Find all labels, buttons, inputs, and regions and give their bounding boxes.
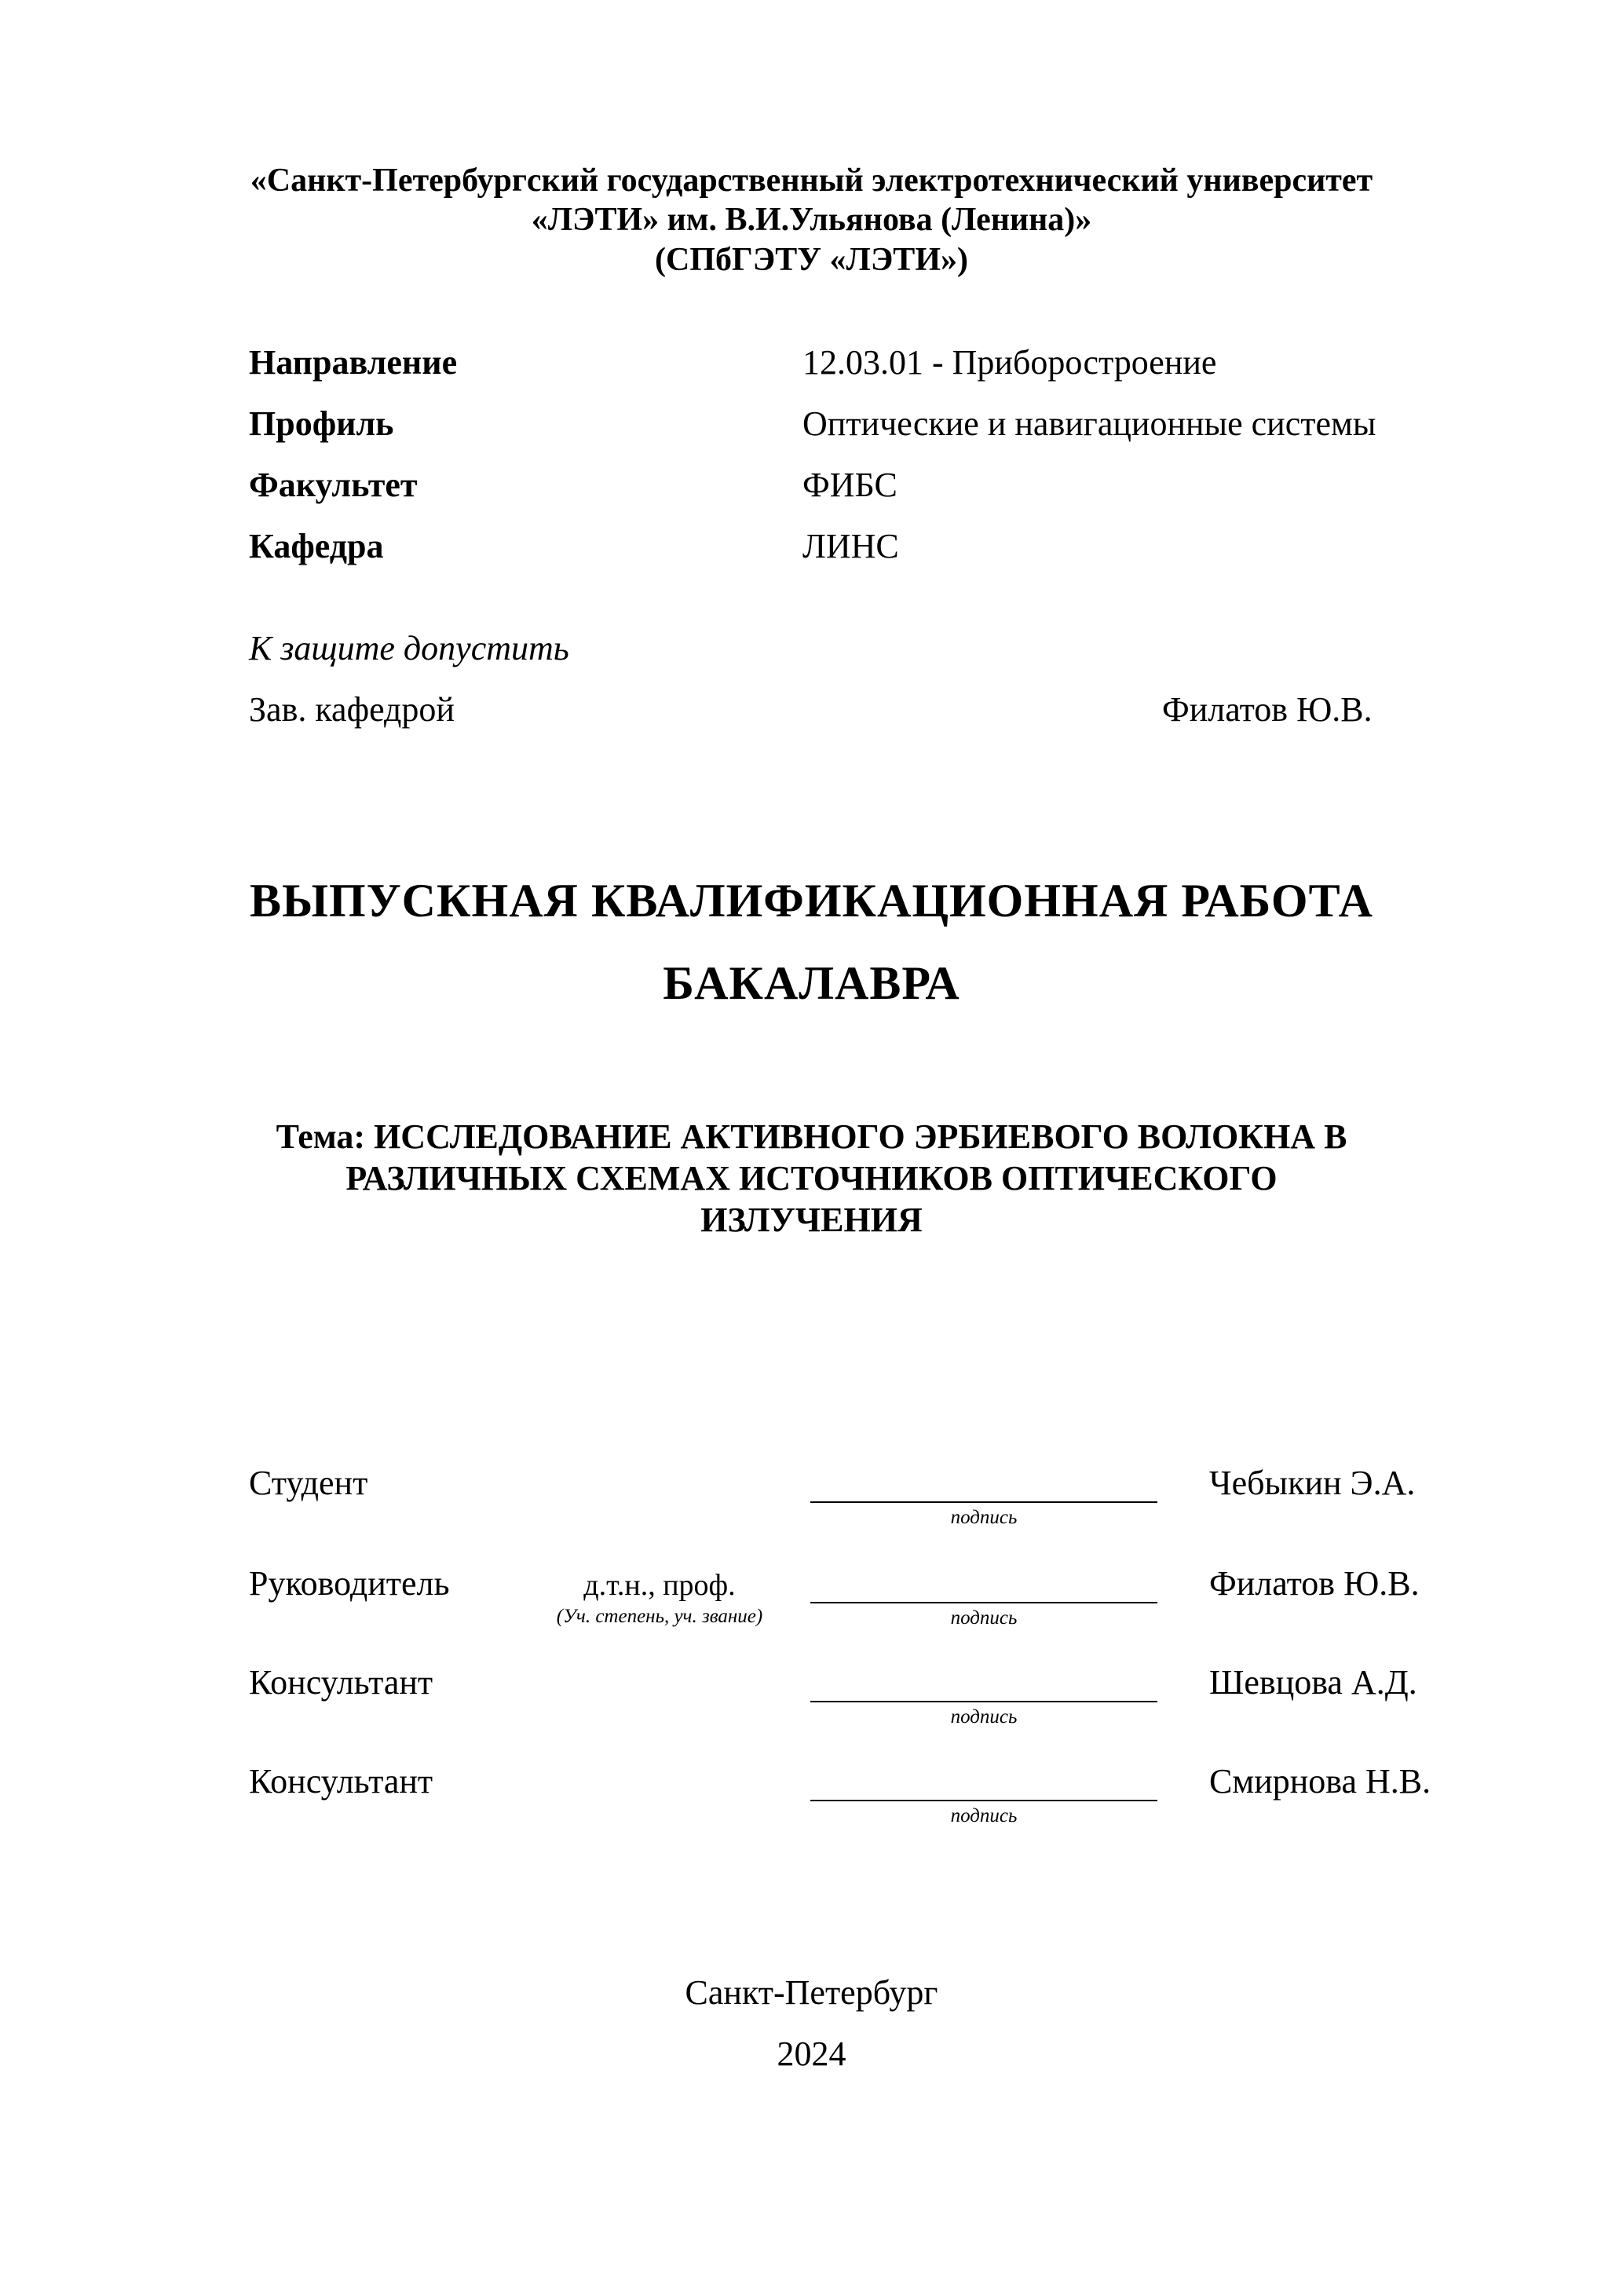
university-name: «Санкт-Петербургский государственный электротехнический университет <box>250 163 1373 199</box>
document-title: ВЫПУСКНАЯ КВАЛИФИКАЦИОННАЯ РАБОТА <box>250 875 1373 927</box>
consultant-signature-line <box>810 1701 1157 1702</box>
university-abbreviation: (СПбГЭТУ «ЛЭТИ») <box>655 242 968 278</box>
head-of-department-role: Зав. кафедрой <box>249 690 455 729</box>
thesis-theme-line2: РАЗЛИЧНЫХ СХЕМАХ ИСТОЧНИКОВ ОПТИЧЕСКОГО <box>345 1159 1278 1197</box>
consultant-signature-line-2 <box>810 1800 1157 1801</box>
supervisor-role: Руководитель <box>249 1564 450 1603</box>
department-label: Кафедра <box>249 527 384 565</box>
consultant-signature-caption: подпись <box>950 1706 1018 1727</box>
supervisor-degree: д.т.н., проф. <box>583 1569 736 1602</box>
university-name-line2: «ЛЭТИ» им. В.И.Ульянова (Ленина)» <box>531 202 1092 238</box>
student-signature-line <box>810 1501 1157 1503</box>
supervisor-signature-caption: подпись <box>950 1607 1018 1629</box>
consultant-role: Консультант <box>249 1663 433 1702</box>
supervisor-signature-line <box>810 1602 1157 1603</box>
city: Санкт-Петербург <box>685 1973 938 2012</box>
thesis-theme-line3: ИЗЛУЧЕНИЯ <box>700 1201 923 1239</box>
consultant-name: Шевцова А.Д. <box>1209 1663 1417 1702</box>
direction-label: Направление <box>249 343 458 382</box>
student-role: Студент <box>249 1464 368 1502</box>
head-of-department-name: Филатов Ю.В. <box>1162 690 1373 729</box>
direction-value: 12.03.01 - Приборостроение <box>802 343 1217 382</box>
department-value: ЛИНС <box>802 527 899 565</box>
consultant-role-2: Консультант <box>249 1762 433 1801</box>
faculty-label: Факультет <box>249 466 418 504</box>
consultant-name-2: Смирнова Н.В. <box>1209 1762 1431 1801</box>
thesis-theme: Тема: ИССЛЕДОВАНИЕ АКТИВНОГО ЭРБИЕВОГО ВОЛОКНА В <box>276 1117 1347 1156</box>
year: 2024 <box>777 2035 846 2073</box>
supervisor-degree-caption: (Уч. степень, уч. звание) <box>556 1606 763 1627</box>
student-name: Чебыкин Э.А. <box>1209 1464 1416 1502</box>
document-title-line2: БАКАЛАВРА <box>663 957 960 1009</box>
supervisor-name: Филатов Ю.В. <box>1209 1564 1420 1603</box>
profile-label: Профиль <box>249 404 394 443</box>
consultant-signature-caption-2: подпись <box>950 1805 1018 1826</box>
profile-value: Оптические и навигационные системы <box>802 404 1376 443</box>
admit-to-defense: К защите допустить <box>249 629 569 667</box>
faculty-value: ФИБС <box>802 466 897 504</box>
student-signature-caption: подпись <box>950 1507 1018 1528</box>
